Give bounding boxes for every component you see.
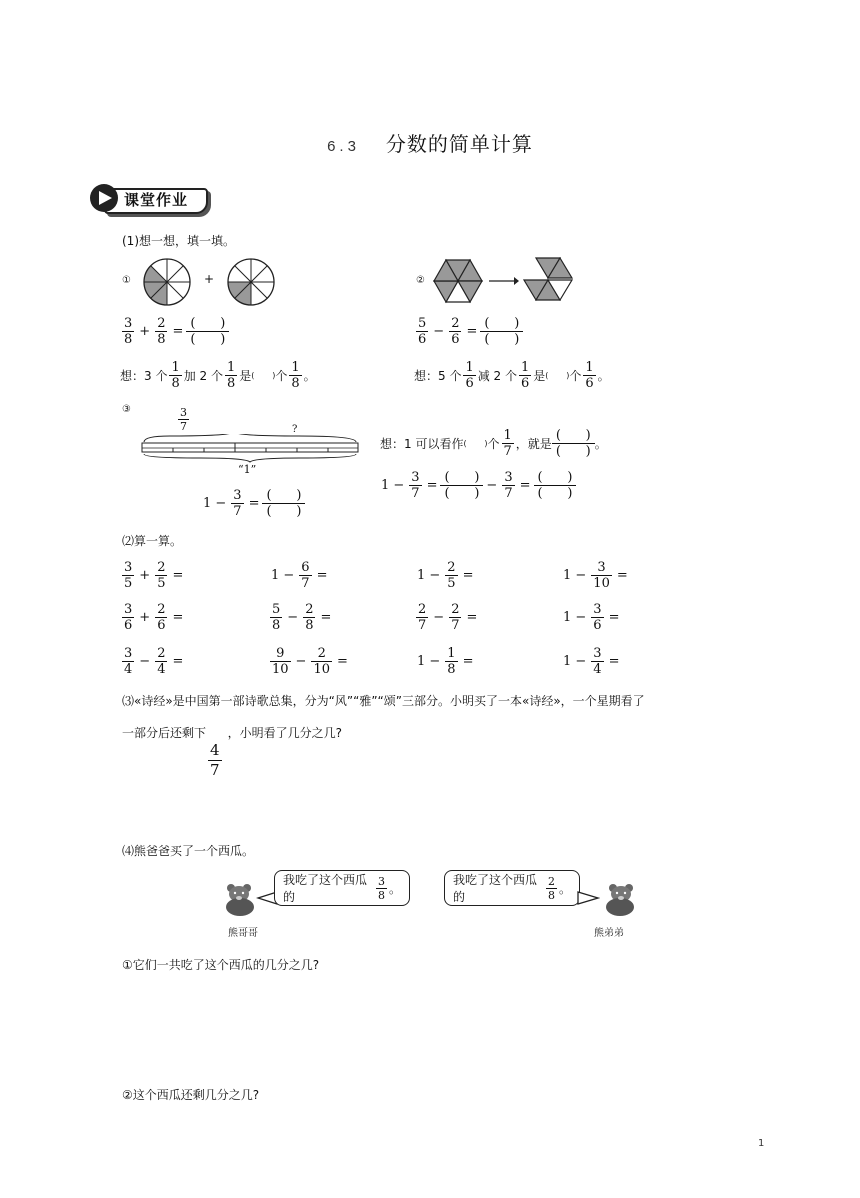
equation-3: 1 − $\frac{3}{7}$ = ( ) ( ) [200,488,305,519]
fraction: $\frac{6}{7}$ [301,560,310,591]
fraction: $\frac{2}{7}$ [418,602,427,633]
page-number: 1 [758,1138,765,1149]
answer-blank[interactable]: ( ) [463,439,488,448]
answer-blank[interactable]: ( ) ( ) [534,470,577,501]
fraction: $\frac{2}{8}$ [305,602,314,633]
q2-exercise: $\frac{9}{10}$ − $\frac{2}{10}$ = [272,646,348,677]
fraction: $\frac{2}{7}$ [451,602,460,633]
bar-top-fraction: $\frac{3}{7}$ [180,406,187,433]
equation-1: $\frac{3}{8}$ + $\frac{2}{8}$ = ( ) ( ) [120,316,229,347]
fraction: $\frac{3}{5}$ [124,560,133,591]
arrow-icon [488,275,520,287]
answer-blank[interactable]: ( ) ( ) [480,316,523,347]
fraction: $\frac{3}{6}$ [593,602,602,633]
bar-question-mark: ? [292,424,298,435]
fraction: $\frac{3}{4}$ [593,646,602,677]
fraction: $\frac{2}{6}$ [157,602,166,633]
think-line-2: 想：5 个 $\frac{1}{6}$ 减 2 个 $\frac{1}{6}$ 是 ( ) 个 $\frac{1}{6}$ 。 [414,360,610,391]
answer-blank[interactable]: ( ) ( ) [440,470,483,501]
answer-blank[interactable]: ( ) ( ) [186,316,229,347]
q2-exercise: 1 − $\frac{3}{10}$ = [563,560,628,591]
play-icon [90,184,118,212]
q2-exercise: 1 − $\frac{2}{5}$ = [417,560,474,591]
answer-blank[interactable]: ( ) [251,371,276,380]
bear-little-brother-icon [602,880,638,918]
q2-exercise: $\frac{3}{4}$ − $\frac{2}{4}$ = [124,646,184,677]
answer-blank[interactable]: ( ) ( ) [262,488,305,519]
q2-exercise: $\frac{3}{6}$ + $\frac{2}{6}$ = [124,602,184,633]
fraction: $\frac{5}{8}$ [272,602,281,633]
q2-exercise: 1 − $\frac{3}{4}$ = [563,646,620,677]
fraction: $\frac{2}{5}$ [157,560,166,591]
bear-big-brother-icon [222,880,258,918]
plus-sign: + [204,272,215,286]
section-title: 分数的简单计算 [385,132,533,156]
page-title [0,128,860,157]
bear-big-brother-label: 熊哥哥 [228,928,258,939]
circled-three: ③ [122,404,131,415]
fraction: $\frac{3}{4}$ [124,646,133,677]
equation-4: 1 − $\frac{3}{7}$ = ( ) ( ) − $\frac{3}{7}$ = ( ) ( ) [378,470,576,501]
fraction: $\frac{2}{4}$ [157,646,166,677]
bar-diagram [140,434,362,464]
circled-two: ② [416,275,425,286]
answer-blank[interactable]: ( ) ( ) [552,428,595,459]
fraction: $\frac{3}{10}$ [593,560,610,591]
q1-heading: (1)想一想，填一填。 [122,234,235,248]
q4-subquestion-1: ①它们一共吃了这个西瓜的几分之几? [122,958,320,972]
speech-tail-2 [576,888,600,908]
hexagon-split [520,254,576,308]
fraction: $\frac{2}{10}$ [313,646,330,677]
hexagon-5-6 [430,256,486,306]
q2-exercise: 1 − $\frac{1}{8}$ = [417,646,474,677]
speech-bubble-1: 我吃了这个西瓜的 $\frac{3}{8}$ 。 [274,870,410,906]
fraction: $\frac{9}{10}$ [272,646,289,677]
fraction: $\frac{3}{6}$ [124,602,133,633]
q2-exercise: $\frac{2}{7}$ − $\frac{2}{7}$ = [418,602,478,633]
q2-exercise: 1 − $\frac{6}{7}$ = [271,560,328,591]
fraction: $\frac{2}{5}$ [447,560,456,591]
q3-line-2: 一部分后还剩下 $\frac{4}{7}$ ，小明看了几分之几? [122,726,342,779]
think-line-1: 想：3 个 $\frac{1}{8}$ 加 2 个 $\frac{1}{8}$ 是 ( ) 个 $\frac{1}{8}$ 。 [120,360,316,391]
q2-exercise: 1 − $\frac{3}{6}$ = [563,602,620,633]
speech-bubble-2: 我吃了这个西瓜的 $\frac{2}{8}$ 。 [444,870,580,906]
equation-2: $\frac{5}{6}$ − $\frac{2}{6}$ = ( ) ( ) [414,316,523,347]
q4-heading: ⑷熊爸爸买了一个西瓜。 [122,844,255,858]
q3-line-1: ⑶«诗经»是中国第一部诗歌总集，分为“风”“雅”“颂”三部分。小明买了一本«诗经»，一个星期看了 [122,694,645,708]
think-line-3: 想：1 可以看作 ( ) 个 $\frac{1}{7}$ ，就是 ( ) ( ) 。 [380,428,607,459]
q2-exercise: $\frac{5}{8}$ − $\frac{2}{8}$ = [272,602,332,633]
fraction-circle-3-8 [142,257,192,307]
section-banner [90,184,208,214]
banner-label: 课堂作业 [124,191,189,209]
q2-heading: ⑵算一算。 [122,534,183,548]
answer-blank[interactable]: ( ) [545,371,570,380]
fraction: $\frac{1}{8}$ [447,646,456,677]
q2-exercise: $\frac{3}{5}$ + $\frac{2}{5}$ = [124,560,184,591]
bear-little-brother-label: 熊弟弟 [594,928,624,939]
q4-subquestion-2: ②这个西瓜还剩几分之几? [122,1088,260,1102]
section-number: 6.3 [327,138,360,155]
fraction-circle-2-8 [226,257,276,307]
circled-one: ① [122,275,131,286]
bar-whole-label: “1” [238,463,257,476]
